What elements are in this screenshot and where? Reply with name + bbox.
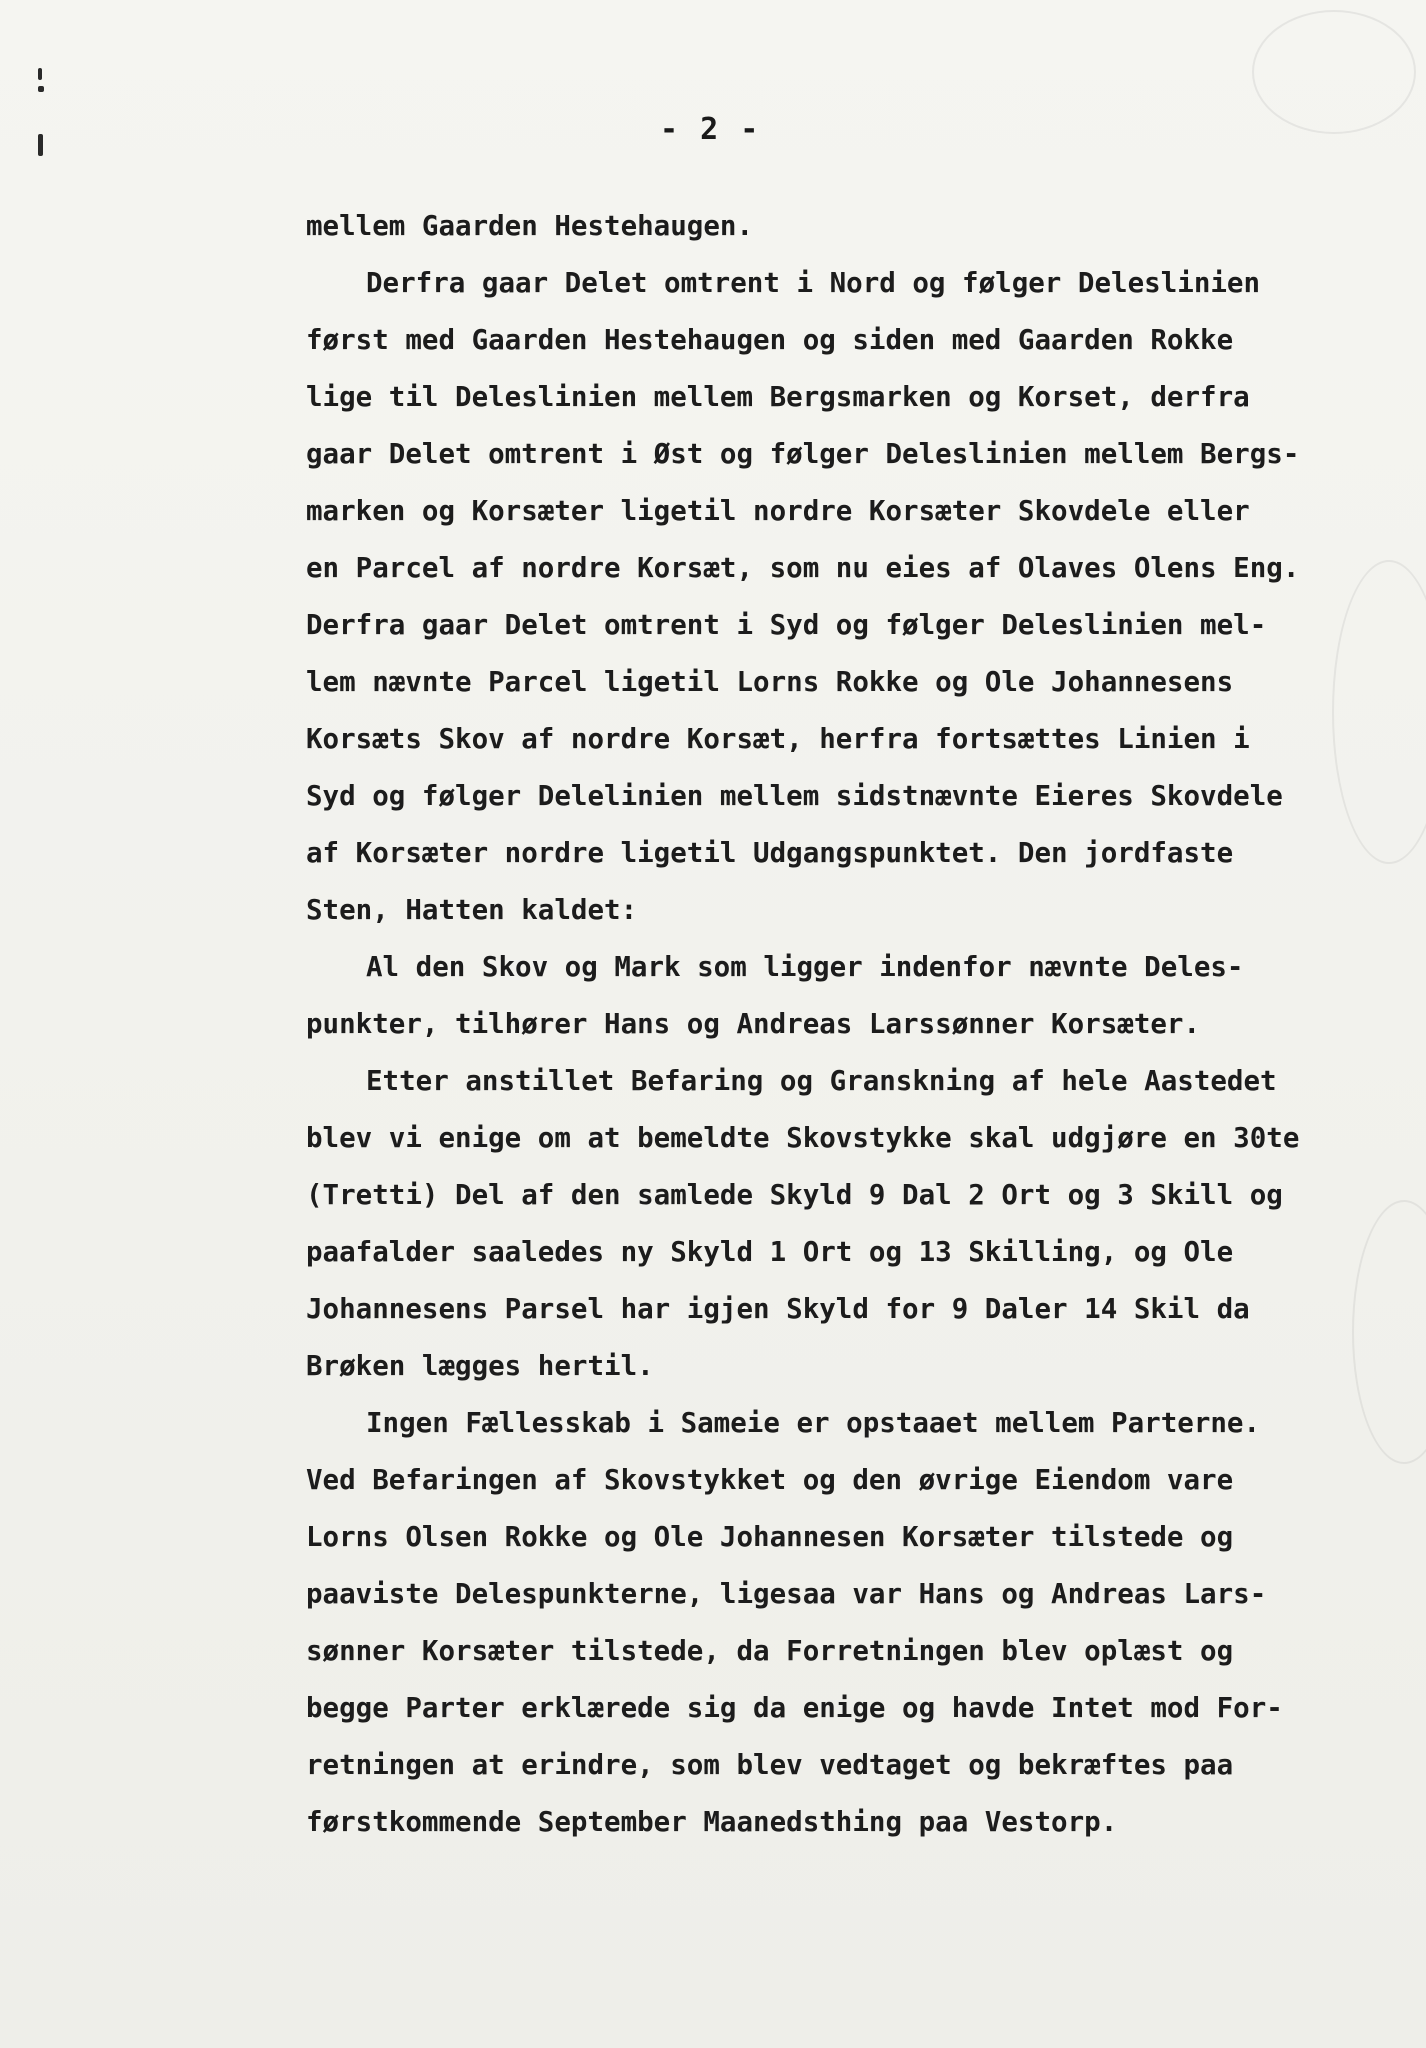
text-line: mellem Gaarden Hestehaugen. [306,210,754,242]
document-body [306,198,1326,1851]
margin-ink-mark [38,68,42,80]
text-line: lige til Deleslinien mellem Bergsmarken og Korset, derfra [306,381,1250,413]
text-line: sønner Korsæter tilstede, da Forretningen blev oplæst og [306,1635,1234,1667]
margin-ink-mark [38,134,43,156]
text-line: Ingen Fællesskab i Sameie er opstaaet mellem Parterne. [366,1407,1261,1439]
text-line: Etter anstillet Befaring og Granskning af hele Aastedet [366,1065,1277,1097]
text-line: Al den Skov og Mark som ligger indenfor nævnte Deles- [366,951,1244,983]
text-line: gaar Delet omtrent i Øst og følger Deleslinien mellem Bergs- [306,438,1300,470]
text-line: først med Gaarden Hestehaugen og siden med Gaarden Rokke [306,324,1234,356]
faint-stamp-mark [1252,10,1416,134]
text-line: Brøken lægges hertil. [306,1350,654,1382]
text-line: Johannesens Parsel har igjen Skyld for 9 Daler 14 Skil da [306,1293,1250,1325]
text-line: (Tretti) Del af den samlede Skyld 9 Dal 2 Ort og 3 Skill og [306,1179,1283,1211]
text-line: punkter, tilhører Hans og Andreas Larssønner Korsæter. [306,1008,1201,1040]
margin-ink-mark [38,86,44,92]
text-line: marken og Korsæter ligetil nordre Korsæter Skovdele eller [306,495,1250,527]
text-line: Derfra gaar Delet omtrent i Nord og følger Deleslinien [366,267,1261,299]
text-line: Sten, Hatten kaldet: [306,894,638,926]
text-line: Lorns Olsen Rokke og Ole Johannesen Korsæter tilstede og [306,1521,1234,1553]
faint-stamp-mark [1332,560,1426,864]
text-line: paaviste Delespunkterne, ligesaa var Hans og Andreas Lars- [306,1578,1267,1610]
text-line: begge Parter erklærede sig da enige og havde Intet mod For- [306,1692,1283,1724]
text-line: af Korsæter nordre ligetil Udgangspunktet. Den jordfaste [306,837,1234,869]
text-line: blev vi enige om at bemeldte Skovstykke skal udgjøre en 30te [306,1122,1300,1154]
text-line: lem nævnte Parcel ligetil Lorns Rokke og Ole Johannesens [306,666,1234,698]
text-line: Syd og følger Delelinien mellem sidstnævnte Eieres Skovdele [306,780,1283,812]
text-line: Korsæts Skov af nordre Korsæt, herfra fortsættes Linien i [306,723,1250,755]
faint-stamp-mark [1352,1200,1426,1464]
text-line: førstkommende September Maanedsthing paa Vestorp. [306,1806,1118,1838]
text-line: paafalder saaledes ny Skyld 1 Ort og 13 Skilling, og Ole [306,1236,1234,1268]
page-number: - 2 - [660,112,761,147]
text-line: Ved Befaringen af Skovstykket og den øvrige Eiendom vare [306,1464,1234,1496]
text-line: en Parcel af nordre Korsæt, som nu eies af Olaves Olens Eng. [306,552,1300,584]
text-line: Derfra gaar Delet omtrent i Syd og følger Deleslinien mel- [306,609,1267,641]
text-line: retningen at erindre, som blev vedtaget og bekræftes paa [306,1749,1234,1781]
